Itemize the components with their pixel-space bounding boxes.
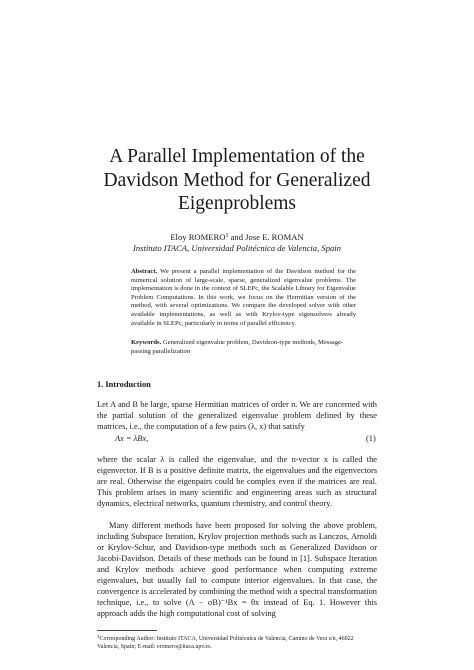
abstract [131, 268, 356, 328]
author-list [60, 231, 414, 243]
equation: Ax = λBx, [115, 434, 149, 443]
title-line: Davidson Method for Generalized [103, 169, 371, 191]
author-name: and Jose E. ROMAN [228, 232, 304, 242]
equation-number: (1) [366, 434, 376, 443]
paragraph: Many different methods have been proposed for solving the above problem, including Subspace Iteration, Krylov projection methods such as Lanczos, Arnoldi or Krylov-Schur, and Davidson-type methods such as Generalized Davidson or Jacobi-Davidson. Details of these methods can be found in [1]. Subspace Iteration and Krylov methods achieve good performance when computing extreme eigenvalues, but usually fail to compute interior eigenvalues. In that case, the convergence is accelerated by combining the method with a spectral transformation technique, i.e., to solve (A − σB)⁻¹Bx = θx instead of Eq. 1. However this approach adds the high computational cost of solving [97, 521, 377, 618]
paragraph: Let A and B be large, sparse Hermitian matrices of order n. We are concerned with the partial solution of the generalized eigenvalue problem defined by these matrices, i.e., the computation of a few pairs (λ, x) that satisfy [97, 400, 377, 431]
title-line: A Parallel Implementation of the [109, 146, 365, 167]
paper-title [60, 145, 414, 216]
footnote-mark: 1 [225, 233, 229, 239]
keywords-label: Keywords. [131, 339, 162, 346]
keywords-text: Generalized eigenvalue problem, Davidson-type methods, Message-passing parallelization [131, 339, 344, 355]
footnote-text: Corresponding Author: Instituto ITACA, Universidad Politécnica de Valencia, Camino de Vera s/n, 46022 Valencia, Spain; E-mail: eromero@itaca.upv.es. [97, 636, 354, 650]
paragraph: where the scalar λ is called the eigenvalue, and the n-vector x is called the eigenvector. If B is a positive definite matrix, the eigenvalues and the eigenvectors are real. Otherwise the eigenpairs could be complex even if the matrices are real. This problem arises in many scientific and engineering areas such as structural dynamics, electrical networks, quantum chemistry, and control theory. [97, 455, 377, 508]
abstract-text: We present a parallel implementation of the Davidson method for the numerical solution of large-scale, sparse, generalized eigenvalue problems. The implementation is done in the context of SLEPc, the Scalable Library for Eigenvalue Problem Computations. In this work, we focus on the Hermitian version of the method, with several optimizations. We compare the developed solver with other available implementations, as well as with Krylov-type eigensolvers already available in SLEPc, particularly in terms of parallel efficiency. [131, 268, 356, 327]
footnote [97, 634, 377, 651]
section-heading: 1. Introduction [97, 380, 151, 389]
affiliation: Instituto ITACA, Universidad Politécnica de Valencia, Spain [133, 243, 341, 253]
footnote-mark: 1 [97, 635, 100, 640]
keywords [131, 339, 356, 356]
title-line: Eigenproblems [177, 193, 297, 214]
author-name: Eloy ROMERO [170, 232, 226, 242]
footnote-rule [97, 630, 157, 631]
abstract-label: Abstract. [131, 268, 158, 275]
